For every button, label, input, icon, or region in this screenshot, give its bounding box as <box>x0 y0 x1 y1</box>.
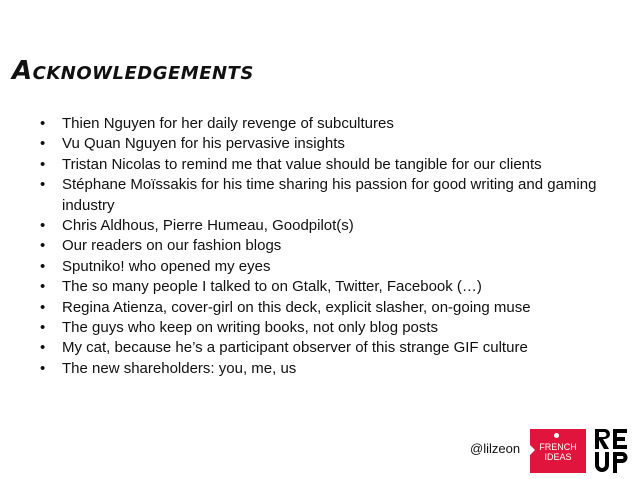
list-item: • Tristan Nicolas to remind me that value should be tangible for our clients <box>40 155 620 175</box>
list-item: • Sputnikо! who opened my eyes <box>40 257 620 277</box>
list-item: • Our readers on our fashion blogs <box>40 236 620 256</box>
list-item: • Vu Quan Nguyen for his pervasive insights <box>40 134 620 154</box>
twitter-handle: @lilzeon <box>470 441 521 456</box>
list-item: • The new shareholders: you, me, us <box>40 359 620 379</box>
logo-french-line2: IDEAS <box>544 452 572 462</box>
reup-logo <box>594 428 628 474</box>
logo-dot-icon <box>554 433 559 438</box>
list-item: • My cat, because he’s a participant observer of this strange GIF culture <box>40 338 620 358</box>
logo-french-line1: FRENCH <box>539 442 577 452</box>
logo-notch-icon <box>530 445 535 455</box>
list-item: • Chris Aldhous, Pierre Humeau, Goodpilot(s) <box>40 216 620 236</box>
slide-title: Acknowledgements <box>12 56 254 86</box>
list-item: • Regina Atienza, cover-girl on this deck, explicit slasher, on-going muse <box>40 298 620 318</box>
list-item: • Stéphane Moïssakis for his time sharing his passion for good writing and gaming industry <box>40 175 620 216</box>
list-item: • The guys who keep on writing books, not only blog posts <box>40 318 620 338</box>
acknowledgements-list <box>40 114 620 379</box>
list-item: • The so many people I talked to on Gtalk, Twitter, Facebook (…) <box>40 277 620 297</box>
french-ideas-logo <box>530 429 586 473</box>
list-item: • Thien Nguyen for her daily revenge of subcultures <box>40 114 620 134</box>
